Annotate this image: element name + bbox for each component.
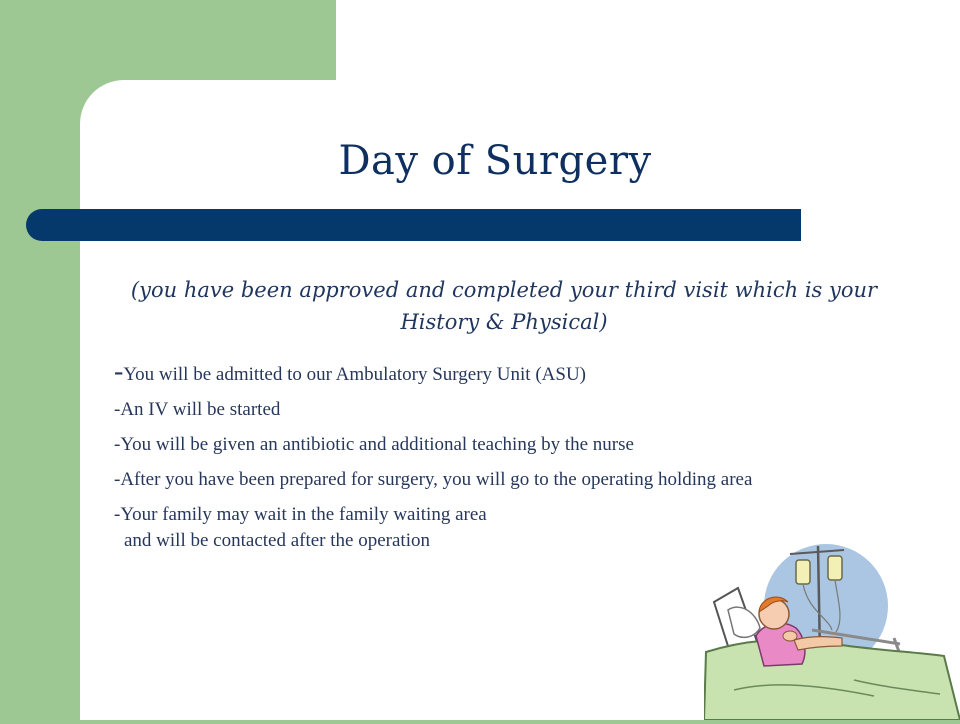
bullet-item: -You will be admitted to our Ambulatory Surgery Unit (ASU) bbox=[114, 356, 586, 387]
bullet-item: -After you have been prepared for surgery, you will go to the operating holding area bbox=[114, 469, 753, 490]
bullet-item: -You will be given an antibiotic and additional teaching by the nurse bbox=[114, 434, 634, 455]
bullet-list bbox=[114, 356, 894, 553]
title-underline-bar bbox=[26, 209, 801, 241]
top-strip bbox=[336, 0, 960, 80]
bullet-item: -An IV will be started bbox=[114, 399, 281, 420]
bullet-continuation: and will be contacted after the operation bbox=[124, 530, 430, 551]
hospital-patient-iv-icon bbox=[704, 540, 960, 720]
bullet-item: -Your family may wait in the family waiting area bbox=[114, 504, 487, 525]
slide-subtitle: (you have been approved and completed your third visit which is your History & Physical) bbox=[130, 278, 878, 334]
slide-title: Day of Surgery bbox=[338, 138, 652, 184]
